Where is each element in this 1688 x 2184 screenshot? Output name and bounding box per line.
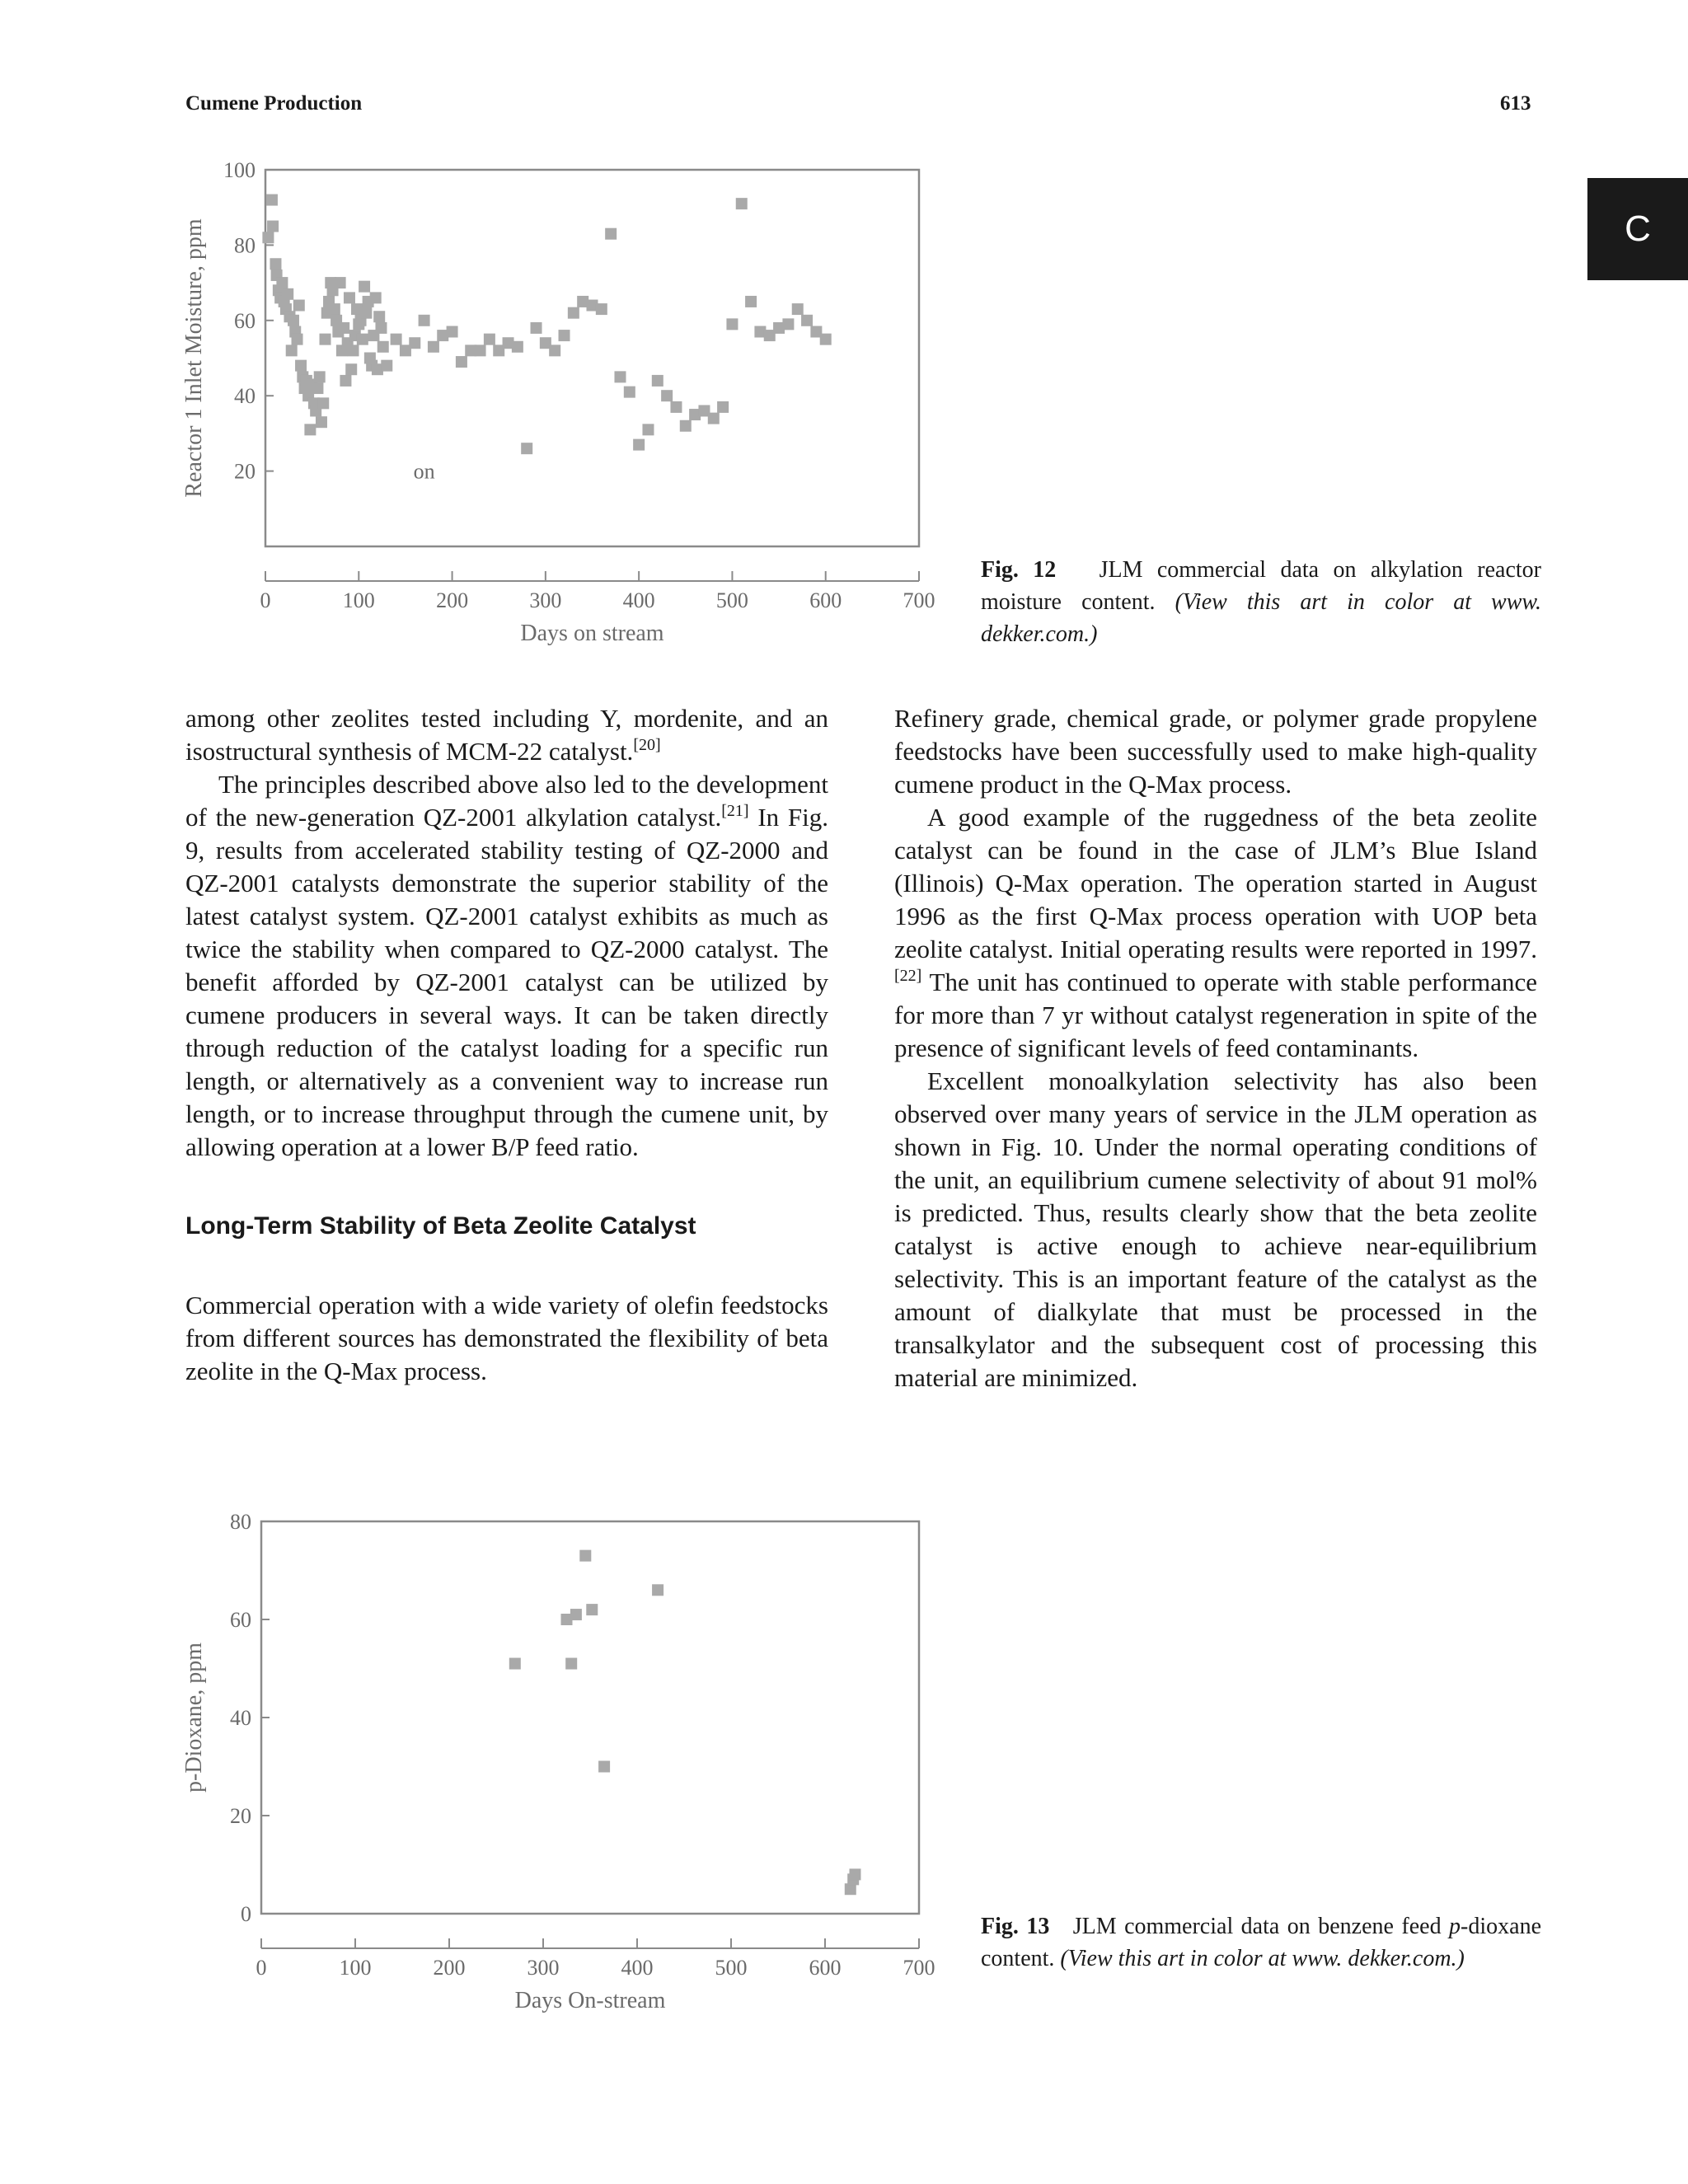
figure-13-caption-italic: p	[1449, 1914, 1461, 1939]
fig12-data-point	[262, 232, 274, 243]
fig12-data-point	[344, 292, 355, 303]
fig13-x-tick-label: 700	[903, 1956, 935, 1980]
fig12-data-point	[614, 371, 626, 382]
fig12-data-point	[419, 315, 430, 326]
fig12-data-point	[317, 397, 329, 409]
citation-21: [21]	[721, 802, 749, 820]
fig12-data-point	[792, 303, 804, 315]
figure-13-caption-pre: JLM commercial data on benzene feed	[1072, 1914, 1442, 1939]
fig12-data-point	[717, 401, 729, 413]
left-paragraph-2	[185, 768, 828, 1164]
fig12-data-point	[605, 228, 617, 240]
fig12-data-point	[266, 194, 278, 206]
fig12-data-point	[293, 300, 305, 312]
figure-12-caption-text: JLM commercial data on alkylation reactor moisture content.	[981, 557, 1542, 615]
figure-13-chart	[181, 1502, 958, 2013]
fig12-data-point	[391, 334, 402, 345]
citation-20: [20]	[633, 736, 661, 754]
figure-12-svg	[181, 157, 958, 646]
fig12-data-point	[409, 337, 420, 349]
fig12-data-point	[370, 292, 382, 303]
fig12-data-point	[320, 334, 331, 345]
fig12-annotation: on	[413, 459, 435, 484]
fig12-data-point	[381, 360, 392, 372]
fig12-data-point	[377, 341, 389, 353]
fig12-data-point	[642, 424, 654, 435]
fig12-data-point	[347, 344, 359, 356]
fig13-x-tick-label: 100	[339, 1956, 372, 1980]
fig12-x-tick-label: 0	[260, 588, 271, 612]
fig12-data-point	[680, 420, 692, 432]
fig12-data-point	[745, 296, 757, 307]
fig12-data-point	[596, 303, 607, 315]
fig12-data-point	[335, 277, 346, 288]
fig12-data-point	[708, 413, 720, 424]
fig12-x-tick-label: 400	[622, 588, 655, 612]
page-number: 613	[1500, 92, 1531, 115]
fig12-data-point	[345, 363, 357, 375]
fig12-data-point	[661, 390, 673, 401]
fig13-y-tick-label: 80	[230, 1510, 251, 1534]
fig13-x-tick-label: 500	[715, 1956, 748, 1980]
fig13-y-tick-label: 20	[230, 1804, 251, 1828]
fig12-data-point	[512, 341, 523, 353]
left-paragraph-3: Commercial operation with a wide variety of olefin feedstocks from different sources has demonstrated the flexibility of beta zeolite in the Q-Max process.	[185, 1291, 828, 1385]
fig13-x-tick-label: 400	[621, 1956, 654, 1980]
fig13-x-tick-label: 200	[433, 1956, 466, 1980]
fig12-data-point	[304, 424, 316, 435]
fig12-data-point	[624, 387, 635, 398]
figure-13-caption	[981, 1910, 1541, 1975]
fig12-data-point	[282, 288, 293, 300]
right-paragraph-2	[894, 801, 1537, 1065]
fig12-y-tick-label: 80	[234, 233, 256, 258]
fig12-data-point	[782, 318, 794, 330]
fig12-data-point	[316, 416, 327, 428]
fig12-data-point	[329, 303, 340, 315]
left-paragraph-1	[185, 702, 828, 768]
fig13-data-point	[579, 1550, 591, 1562]
fig13-data-point	[509, 1658, 521, 1670]
fig12-data-point	[726, 318, 738, 330]
fig12-data-point	[670, 401, 682, 413]
fig13-data-point	[565, 1658, 577, 1670]
fig12-y-tick-label: 60	[234, 308, 256, 333]
fig13-data-point	[849, 1868, 860, 1880]
fig12-data-point	[549, 344, 560, 356]
fig13-data-point	[652, 1584, 663, 1596]
fig12-data-point	[801, 315, 813, 326]
left-p2-text-b: In Fig. 9, results from accelerated stability testing of QZ-2000 and QZ-2001 catalysts demonstrate the superior stability of the latest catalyst system. QZ-2001 catalyst exhibits as much as twice the stability when compared to QZ-2000 catalyst. The benefit afforded by QZ-2001 catalyst can be utilized by cumene producers in several ways. It can be taken directly through reduction of the catalyst loading for a specific run length, or alternatively as a convenient way to increase run length, or to increase throughput through the cumene unit, by allowing operation at a lower B/P feed ratio.	[185, 803, 828, 1161]
fig12-data-point	[428, 341, 439, 353]
figure-12-caption	[981, 554, 1541, 650]
figure-12-color-note: (View this art in color at www. dekker.com.)	[981, 589, 1541, 647]
fig13-x-tick-label: 0	[256, 1956, 267, 1980]
fig12-data-point	[292, 334, 303, 345]
fig13-x-axis-title: Days On-stream	[514, 1988, 666, 2013]
fig12-data-point	[447, 326, 458, 338]
fig12-data-point	[360, 307, 372, 319]
fig12-data-point	[531, 322, 542, 334]
fig13-y-tick-label: 60	[230, 1608, 251, 1632]
fig12-y-axis-title: Reactor 1 Inlet Moisture, ppm	[181, 218, 207, 498]
fig12-x-axis-title: Days on stream	[520, 621, 664, 646]
section-tab: C	[1587, 178, 1688, 280]
fig13-y-axis-title: p-Dioxane, ppm	[181, 1643, 207, 1793]
fig13-y-tick-label: 40	[230, 1706, 251, 1730]
fig12-x-tick-label: 200	[436, 588, 469, 612]
figure-12-label: Fig. 12	[981, 557, 1057, 583]
fig12-data-point	[267, 221, 279, 232]
figure-12-chart	[181, 157, 958, 646]
left-p1-text: among other zeolites tested including Y, mordenite, and an isostructural synthesis of MCM-22 catalyst.	[185, 704, 828, 766]
left-p2-text-a: The principles described above also led to the development of the new-generation QZ-2001 alkylation catalyst.	[185, 770, 828, 832]
fig12-data-point	[295, 360, 307, 372]
fig12-data-point	[456, 356, 467, 368]
fig12-data-point	[312, 382, 323, 394]
fig12-data-point	[475, 344, 486, 356]
left-column	[185, 702, 828, 1388]
fig13-data-point	[598, 1761, 610, 1773]
fig12-data-point	[276, 277, 288, 288]
fig13-data-point	[586, 1604, 598, 1615]
fig12-x-tick-label: 600	[809, 588, 842, 612]
fig12-data-point	[359, 281, 370, 293]
fig12-y-tick-label: 20	[234, 459, 256, 484]
fig12-x-tick-label: 700	[903, 588, 935, 612]
right-paragraph-1: Refinery grade, chemical grade, or polymer grade propylene feedstocks have been successfully used to make high-quality cumene product in the Q-Max process.	[894, 704, 1537, 799]
right-p2-text-a: A good example of the ruggedness of the beta zeolite catalyst can be found in the case of JLM’s Blue Island (Illinois) Q-Max operation. The operation started in August 1996 as the first Q-Max process operation with UOP beta zeolite catalyst. Initial operating results were reported in 1997.	[894, 803, 1537, 963]
fig12-data-point	[357, 334, 368, 345]
figure-13-caption-post: -dioxane content.	[981, 1914, 1542, 1971]
fig12-data-point	[286, 344, 298, 356]
fig13-data-point	[570, 1609, 582, 1620]
fig12-data-point	[652, 375, 663, 387]
fig12-data-point	[288, 315, 299, 326]
fig13-data-point	[845, 1883, 856, 1895]
fig12-data-point	[314, 371, 326, 382]
fig12-data-point	[373, 311, 385, 322]
fig12-data-point	[375, 322, 387, 334]
fig13-x-tick-label: 600	[809, 1956, 842, 1980]
fig12-x-tick-label: 100	[342, 588, 375, 612]
fig12-data-point	[559, 330, 570, 341]
fig12-x-tick-label: 500	[715, 588, 748, 612]
section-heading: Long-Term Stability of Beta Zeolite Catalyst	[185, 1212, 696, 1240]
right-p2-text-b: The unit has continued to operate with stable performance for more than 7 yr without catalyst regeneration in spite of the presence of significant levels of feed contaminants.	[894, 968, 1537, 1062]
fig12-plot-frame	[265, 170, 919, 546]
fig13-y-tick-label: 0	[241, 1902, 251, 1926]
figure-13-color-note: (View this art in color at www. dekker.com.)	[1060, 1946, 1465, 1971]
fig13-plot-frame	[261, 1521, 919, 1914]
fig12-x-tick-label: 300	[529, 588, 562, 612]
fig12-data-point	[484, 334, 495, 345]
fig12-data-point	[633, 439, 645, 451]
fig12-y-tick-label: 100	[223, 158, 256, 182]
fig12-y-tick-label: 40	[234, 384, 256, 409]
fig12-data-point	[338, 322, 349, 334]
figure-13-label: Fig. 13	[981, 1914, 1050, 1939]
citation-22: [22]	[894, 967, 922, 985]
figure-13-svg	[181, 1502, 958, 2013]
fig12-data-point	[521, 443, 532, 454]
fig12-data-point	[820, 334, 832, 345]
right-column	[894, 702, 1537, 1394]
fig12-data-point	[736, 198, 748, 209]
fig12-data-point	[340, 375, 351, 387]
running-title: Cumene Production	[185, 92, 363, 115]
right-paragraph-3: Excellent monoalkylation selectivity has also been observed over many years of service in the JLM operation as shown in Fig. 10. Under the normal operating conditions of the unit, an equilibrium cumene selectivity of about 91 mol% is predicted. Thus, results clearly show that the beta zeolite catalyst is active enough to achieve near-equilibrium selectivity. This is an important feature of the catalyst as the amount of dialkylate that must be processed in the transalkylator and the subsequent cost of processing this material are minimized.	[894, 1066, 1537, 1392]
fig12-data-point	[568, 307, 579, 319]
fig12-data-point	[270, 258, 281, 269]
fig13-x-tick-label: 300	[527, 1956, 560, 1980]
